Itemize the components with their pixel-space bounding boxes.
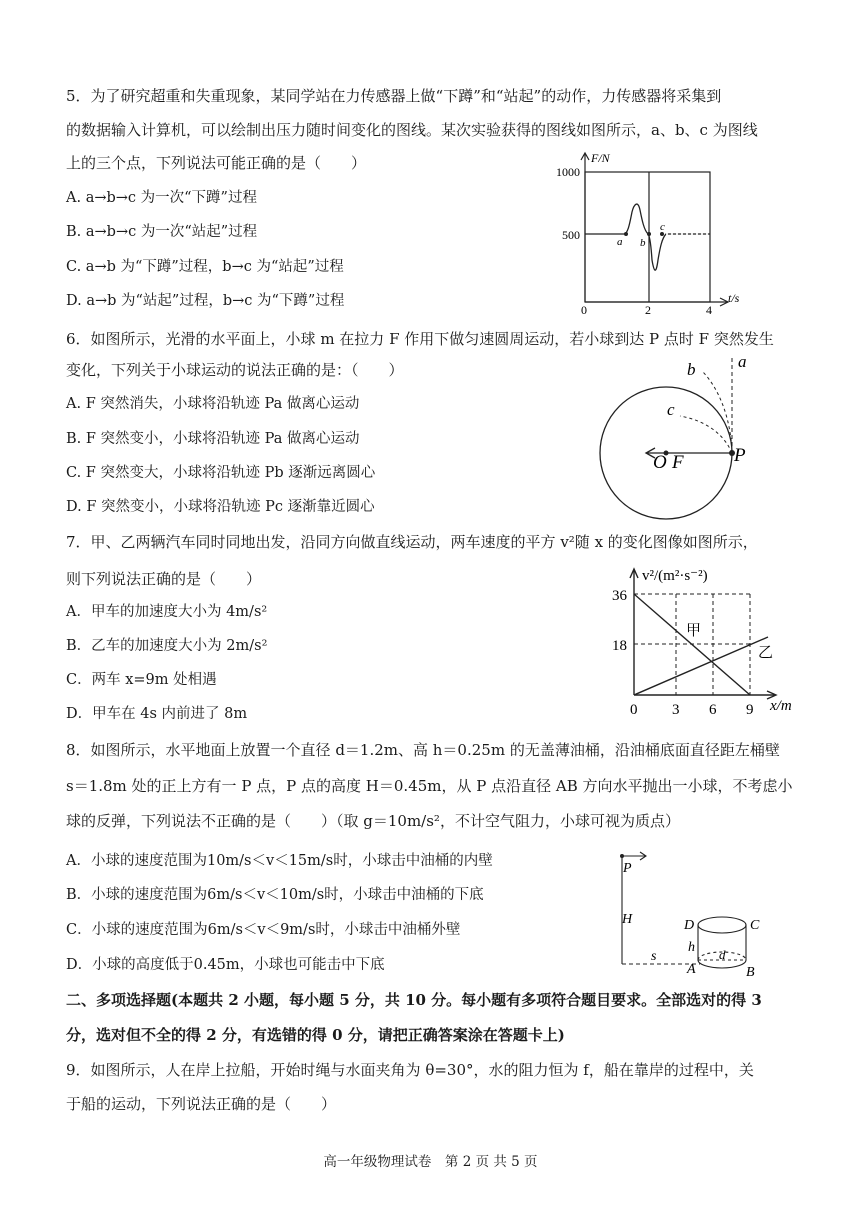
q6-option-b: B. F 突然变小，小球将沿轨迹 Pa 做离心运动 bbox=[66, 431, 360, 447]
q7-option-a: A．甲车的加速度大小为 4m/s² bbox=[66, 604, 268, 620]
q8-label-b: B bbox=[746, 965, 755, 980]
q5-xtick-0: 0 bbox=[581, 303, 587, 315]
q5-ylabel: F/N bbox=[591, 151, 610, 165]
q6-option-d: D. F 突然变小，小球将沿轨迹 Pc 逐渐靠近圆心 bbox=[66, 499, 375, 515]
q5-point-b bbox=[647, 232, 651, 236]
q8-stem-line-1: 8．如图所示，水平地面上放置一个直径 d＝1.2m、高 h＝0.25m 的无盖薄油桶，沿油桶底面直径距左桶壁 bbox=[66, 741, 780, 759]
q8-option-d: D．小球的高度低于0.45m，小球也可能击中下底 bbox=[66, 957, 385, 973]
q7-label-jia: 甲 bbox=[686, 623, 702, 639]
q5-option-b: B. a→b→c 为一次“站起”过程 bbox=[66, 224, 258, 240]
q8-label-d: d bbox=[719, 947, 726, 962]
q5-ytick-1000: 1000 bbox=[556, 165, 580, 179]
q8-label-s: s bbox=[651, 949, 657, 964]
q6-stem-line-1: 6．如图所示，光滑的水平面上，小球 m 在拉力 F 作用下做匀速圆周运动，若小球到达 P 点时 F 突然发生 bbox=[66, 330, 774, 348]
q5-point-a bbox=[624, 232, 628, 236]
q8-label-h: h bbox=[688, 940, 695, 955]
q9-stem-line-1: 9．如图所示，人在岸上拉船，开始时绳与水面夹角为 θ=30°，水的阻力恒为 f，船在靠岸的过程中，关 bbox=[66, 1061, 754, 1079]
q5-label-a: a bbox=[617, 236, 623, 248]
q8-oil-barrel-figure bbox=[608, 845, 773, 980]
q7-xtick-0: 0 bbox=[630, 702, 638, 718]
q5-option-d: D. a→b 为“站起”过程，b→c 为“下蹲”过程 bbox=[66, 293, 345, 309]
q6-option-a: A. F 突然消失，小球将沿轨迹 Pa 做离心运动 bbox=[66, 396, 360, 412]
section2-heading-line-1: 二、多项选择题(本题共 2 小题，每小题 5 分，共 10 分。每小题有多项符合题目要求。全部选对的得 3 bbox=[66, 991, 762, 1009]
q8-option-b: B．小球的速度范围为6m/s＜v＜10m/s时，小球击中油桶的下底 bbox=[66, 887, 484, 903]
q7-velocity-squared-graph bbox=[600, 560, 810, 720]
q5-stem-line-2: 的数据输入计算机，可以绘制出压力随时间变化的图线。某次实验获得的图线如图所示，a、b、c 为图线 bbox=[66, 121, 758, 139]
q8-option-a: A．小球的速度范围为10m/s＜v＜15m/s时，小球击中油桶的内壁 bbox=[66, 853, 493, 869]
q7-ytick-36: 36 bbox=[612, 588, 627, 604]
q5-xtick-4: 4 bbox=[706, 303, 712, 315]
q8-label-h-big: H bbox=[622, 912, 633, 927]
page-footer: 高一年级物理试卷 第 2 页 共 5 页 bbox=[323, 1154, 538, 1170]
q5-label-b: b bbox=[640, 237, 646, 249]
q7-ytick-18: 18 bbox=[612, 638, 627, 654]
q6-option-c: C. F 突然变大，小球将沿轨迹 Pb 逐渐远离圆心 bbox=[66, 465, 376, 481]
q7-xtick-3: 3 bbox=[672, 702, 680, 718]
q8-barrel-top bbox=[698, 917, 746, 933]
q7-xtick-6: 6 bbox=[709, 702, 717, 718]
q6-circular-motion-figure bbox=[595, 350, 775, 530]
section2-heading-line-2: 分，选对但不全的得 2 分，有选错的得 0 分，请把正确答案涂在答题卡上) bbox=[66, 1026, 565, 1044]
q7-ylabel: v²/(m²·s⁻²) bbox=[642, 568, 708, 584]
q5-label-c: c bbox=[660, 221, 665, 233]
q6-label-a: a bbox=[738, 352, 747, 371]
q7-option-c: C．两车 x=9m 处相遇 bbox=[66, 672, 217, 688]
q6-label-p: P bbox=[734, 445, 746, 466]
q8-label-c: C bbox=[750, 918, 760, 933]
q7-option-d: D．甲车在 4s 内前进了 8m bbox=[66, 706, 248, 722]
q5-xtick-2: 2 bbox=[645, 303, 651, 315]
q6-label-f: F bbox=[672, 452, 684, 473]
q8-label-a: A bbox=[687, 962, 696, 977]
q5-graph-frame bbox=[585, 172, 710, 302]
q5-stem-line-3: 上的三个点，下列说法可能正确的是（ ） bbox=[66, 154, 367, 172]
q8-stem-line-3: 球的反弹，下列说法不正确的是（ ）（取 g＝10m/s²，不计空气阻力，小球可视为质点） bbox=[66, 812, 680, 830]
q5-option-c: C. a→b 为“下蹲”过程，b→c 为“站起”过程 bbox=[66, 259, 344, 275]
q6-label-c: c bbox=[667, 400, 675, 419]
q5-xlabel: t/s bbox=[728, 291, 740, 305]
q6-label-b: b bbox=[687, 360, 696, 379]
q9-stem-line-2: 于船的运动，下列说法正确的是（ ） bbox=[66, 1095, 337, 1113]
q5-force-time-graph bbox=[548, 150, 758, 315]
q5-option-a: A. a→b→c 为一次“下蹲”过程 bbox=[66, 190, 257, 206]
q7-label-yi: 乙 bbox=[758, 645, 774, 661]
q8-stem-line-2: s＝1.8m 处的正上方有一 P 点，P 点的高度 H＝0.45m，从 P 点沿直径 AB 方向水平抛出一小球，不考虑小 bbox=[66, 777, 793, 795]
q8-option-c: C．小球的速度范围为6m/s＜v＜9m/s时，小球击中油桶外壁 bbox=[66, 922, 461, 938]
q7-option-b: B．乙车的加速度大小为 2m/s² bbox=[66, 638, 268, 654]
q7-stem-line-2: 则下列说法正确的是（ ） bbox=[66, 570, 262, 588]
q5-stem-line-1: 5．为了研究超重和失重现象，某同学站在力传感器上做“下蹲”和“站起”的动作，力传感器将采集到 bbox=[66, 87, 722, 105]
q8-label-p: P bbox=[623, 861, 632, 876]
q7-xlabel: x/m bbox=[770, 698, 792, 714]
q6-label-o: O bbox=[653, 452, 667, 473]
q8-label-d-upper: D bbox=[684, 918, 695, 933]
q7-stem-line-1: 7．甲、乙两辆汽车同时同地出发，沿同方向做直线运动，两车速度的平方 v²随 x 的变化图像如图所示， bbox=[66, 533, 758, 551]
q5-force-curve bbox=[608, 204, 710, 270]
q7-line-yi bbox=[634, 637, 768, 695]
q6-stem-line-2: 变化，下列关于小球运动的说法正确的是：（ ） bbox=[66, 361, 404, 379]
q5-ytick-500: 500 bbox=[562, 228, 580, 242]
q7-xtick-9: 9 bbox=[746, 702, 754, 718]
